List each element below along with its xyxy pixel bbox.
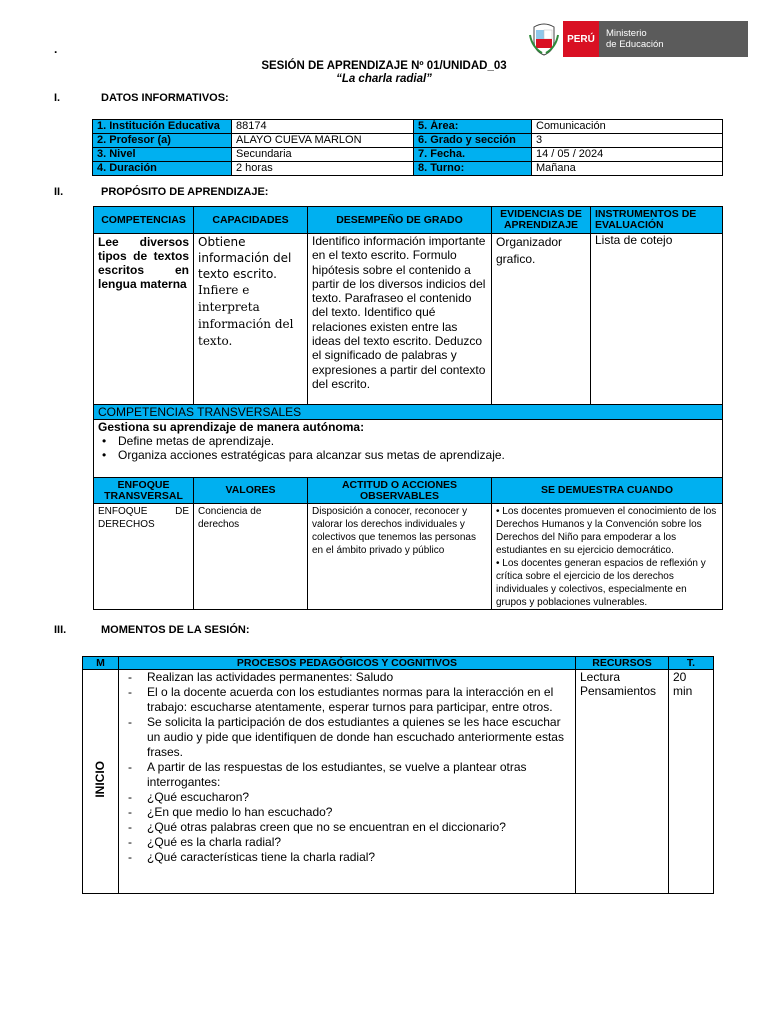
header-actitud: ACTITUD O ACCIONES OBSERVABLES — [308, 478, 492, 504]
instrumento-cell: Lista de cotejo — [591, 234, 723, 405]
peru-coat-of-arms-icon — [528, 21, 560, 57]
moment-cell — [83, 670, 119, 894]
value-cell: 2 horas — [232, 162, 414, 176]
header-tiempo: T. — [669, 657, 714, 670]
section-3-title: MOMENTOS DE LA SESIÓN: — [101, 624, 250, 636]
value-cell: Mañana — [532, 162, 723, 176]
value-cell: 88174 — [232, 120, 414, 134]
table-header-row — [83, 657, 714, 670]
recurso-item: Pensamientos — [580, 684, 657, 698]
recurso-item: Lectura — [580, 670, 621, 684]
moment-label: INICIO — [93, 761, 107, 798]
value-cell: Comunicación — [532, 120, 723, 134]
header-desempeno: DESEMPEÑO DE GRADO — [308, 207, 492, 234]
enfoque-header-row — [94, 478, 723, 504]
list-item: - ¿Qué es la charla radial? — [123, 835, 571, 850]
page-subtitle: “La charla radial” — [336, 73, 432, 85]
list-item: - ¿Qué otras palabras creen que no se encuentran en el diccionario? — [123, 820, 571, 835]
list-item: - A partir de las respuestas de los estudiantes, se vuelve a plantear otras interrogantes: — [123, 760, 571, 790]
valores-cell: Conciencia de derechos — [194, 504, 308, 610]
logo-ministry-line2: de Educación — [606, 39, 664, 50]
label-cell: 8. Turno: — [414, 162, 532, 176]
transversales-row — [94, 405, 723, 420]
desempeno-cell: Identifico información importante en el texto escrito. Formulo hipótesis sobre el contenido a partir de los diversos indicios del texto. Parafraseo el contenido del texto. Identifico qué relaciones existen entre las ideas del texto escrito. Deduzco el significado de palabras y expresiones a partir del contexto del escrito. — [308, 234, 492, 405]
label-cell: 6. Grado y sección — [414, 134, 532, 148]
label-cell: 4. Duración — [93, 162, 232, 176]
tiempo-cell: 20 min — [669, 670, 714, 894]
list-item: • Organiza acciones estratégicas para alcanzar sus metas de aprendizaje. — [98, 448, 718, 462]
table-row — [83, 670, 714, 894]
table-row — [93, 162, 723, 176]
list-item: • Define metas de aprendizaje. — [98, 434, 718, 448]
label-cell: 2. Profesor (a) — [93, 134, 232, 148]
table-header-row — [94, 207, 723, 234]
transversal-list — [98, 434, 718, 462]
capacidad-2: Infiere e interpreta información del texto. — [198, 283, 294, 348]
transversales-label: COMPETENCIAS TRANSVERSALES — [94, 405, 723, 420]
list-item: - ¿En que medio lo han escuchado? — [123, 805, 571, 820]
actitud-cell: Disposición a conocer, reconocer y valorar los derechos individuales y colectivos que tenemos las personas en el ámbito privado y público — [308, 504, 492, 610]
value-cell: 3 — [532, 134, 723, 148]
header-dot: . — [54, 42, 58, 56]
section-3-number: III. — [54, 624, 67, 636]
section-1-title: DATOS INFORMATIVOS: — [101, 92, 229, 104]
enfoque-cell: ENFOQUE DE DERECHOS — [94, 504, 194, 610]
momentos-table — [82, 656, 714, 894]
capacidad-1: Obtiene información del texto escrito. — [198, 235, 292, 281]
logo-ministry-label — [599, 21, 748, 57]
logo-peru-label: PERÚ — [563, 21, 599, 57]
value-cell: 14 / 05 / 2024 — [532, 148, 723, 162]
capacidades-cell — [194, 234, 308, 405]
table-row — [93, 148, 723, 162]
competencia-cell: Lee diversos tipos de textos escritos en lengua materna — [94, 234, 194, 405]
transversal-detail-row — [94, 420, 723, 478]
page-title: SESIÓN DE APRENDIZAJE Nº 01/UNIDAD_03 — [261, 60, 507, 72]
demuestra-cell — [492, 504, 723, 610]
header-procesos: PROCESOS PEDAGÓGICOS Y COGNITIVOS — [119, 657, 576, 670]
list-item: - Se solicita la participación de dos estudiantes a quienes se les hace escuchar un audio y pide que identifiquen de donde han escuchado anteriormente estas frases. — [123, 715, 571, 760]
procesos-cell — [119, 670, 576, 894]
list-item: - Realizan las actividades permanentes: Saludo — [123, 670, 571, 685]
ministry-logo — [528, 21, 748, 57]
list-item: - ¿Qué características tiene la charla radial? — [123, 850, 571, 865]
demuestra-item: • Los docentes generan espacios de reflexión y crítica sobre el ejercicio de los derechos individuales y colectivos, especialmente en grupos y poblaciones vulnerables. — [496, 558, 706, 608]
procesos-list — [123, 670, 571, 865]
list-item: - El o la docente acuerda con los estudiantes normas para la interacción en el trabajo: escucharse atentamente, esperar turnos para participar, entre otros. — [123, 685, 571, 715]
section-2-title: PROPÓSITO DE APRENDIZAJE: — [101, 186, 269, 198]
transversal-detail-cell — [94, 420, 723, 478]
evidencia-cell: Organizador grafico. — [492, 234, 591, 405]
datos-informativos-table — [92, 119, 723, 176]
table-row — [93, 120, 723, 134]
label-cell: 7. Fecha. — [414, 148, 532, 162]
label-cell: 1. Institución Educativa — [93, 120, 232, 134]
label-cell: 5. Área: — [414, 120, 532, 134]
proposito-table — [93, 206, 723, 610]
list-item: - ¿Qué escucharon? — [123, 790, 571, 805]
table-row — [93, 134, 723, 148]
table-row — [94, 234, 723, 405]
transversal-title: Gestiona su aprendizaje de manera autónoma: — [98, 420, 365, 434]
section-2-number: II. — [54, 186, 64, 198]
value-cell: ALAYO CUEVA MARLON — [232, 134, 414, 148]
logo-ministry-line1: Ministerio — [606, 28, 647, 39]
demuestra-item: • Los docentes promueven el conocimiento de los Derechos Humanos y la Convención sobre los Derechos del Niño para empoderar a los estudiantes en su ejercicio democrático. — [496, 506, 717, 556]
label-cell: 3. Nivel — [93, 148, 232, 162]
header-recursos: RECURSOS — [576, 657, 669, 670]
header-capacidades: CAPACIDADES — [194, 207, 308, 234]
header-evidencias: EVIDENCIAS DE APRENDIZAJE — [492, 207, 591, 234]
header-demuestra: SE DEMUESTRA CUANDO — [492, 478, 723, 504]
header-competencias: COMPETENCIAS — [94, 207, 194, 234]
recursos-cell — [576, 670, 669, 894]
header-enfoque: ENFOQUE TRANSVERSAL — [94, 478, 194, 504]
header-m: M — [83, 657, 119, 670]
value-cell: Secundaria — [232, 148, 414, 162]
header-instrumentos: INSTRUMENTOS DE EVALUACIÓN — [591, 207, 723, 234]
section-1-number: I. — [54, 92, 61, 104]
table-row — [94, 504, 723, 610]
header-valores: VALORES — [194, 478, 308, 504]
